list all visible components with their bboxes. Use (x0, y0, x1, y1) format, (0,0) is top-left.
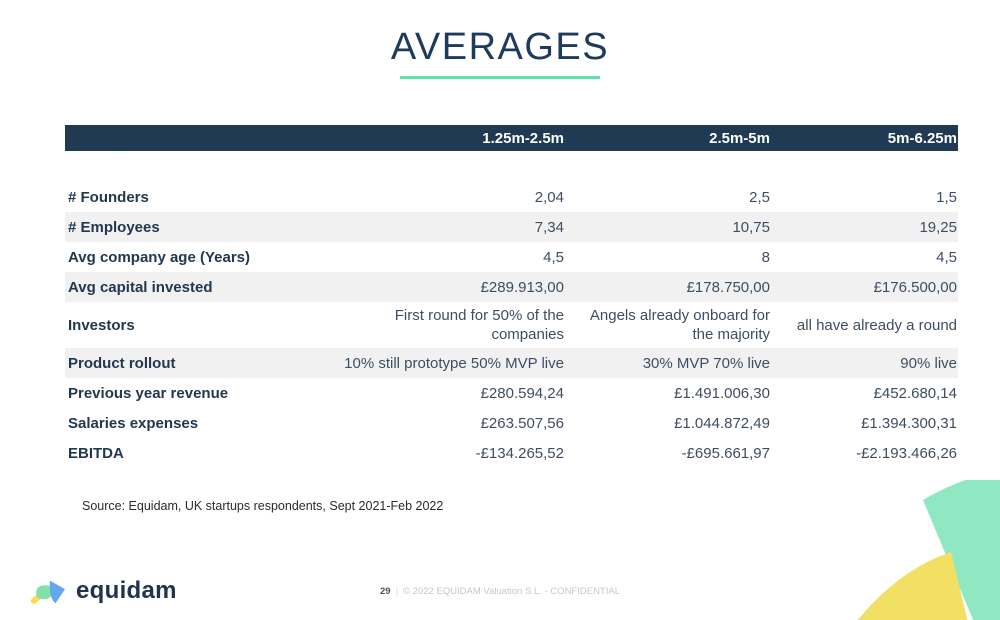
row-value: 4,5 (936, 248, 957, 266)
table-row (65, 348, 958, 378)
row-label: # Founders (68, 188, 149, 206)
title-underline (400, 76, 600, 79)
row-value: First round for 50% of the companies (394, 307, 564, 343)
row-value: 90% live (900, 354, 957, 372)
decorative-wedges (800, 480, 1000, 620)
row-label: EBITDA (68, 444, 124, 462)
row-value: £1.394.300,31 (861, 414, 957, 432)
row-value: 2,5 (749, 188, 770, 206)
row-label: Previous year revenue (68, 384, 229, 402)
table-header-col-3: 5m-6.25m (887, 130, 957, 147)
row-label: Product rollout (68, 354, 176, 372)
row-value: 4,5 (543, 248, 564, 266)
footer-info (0, 586, 1000, 597)
page-title: AVERAGES (390, 26, 610, 68)
averages-table (65, 125, 958, 468)
row-value: £178.750,00 (686, 278, 770, 296)
row-value: £176.500,00 (873, 278, 957, 296)
table-row (65, 302, 958, 348)
source-note: Source: Equidam, UK startups respondents, Sept 2021-Feb 2022 (82, 499, 444, 513)
row-value: 30% MVP 70% live (642, 354, 770, 372)
table-header-label: Raising between (68, 130, 187, 147)
row-value: -£2.193.466,26 (856, 444, 957, 462)
row-value: 2,04 (534, 188, 564, 206)
row-value: 7,34 (534, 218, 564, 236)
row-value: -£695.661,97 (681, 444, 770, 462)
table-row (65, 438, 958, 468)
table-row (65, 242, 958, 272)
row-label: Avg capital invested (68, 278, 213, 296)
table-row (65, 212, 958, 242)
row-label: Investors (68, 316, 135, 334)
equidam-logo-text: equidam (76, 577, 177, 604)
row-value: 19,25 (919, 218, 957, 236)
table-header-col-2: 2.5m-5m (709, 130, 770, 147)
row-value: £1.491.006,30 (674, 384, 770, 402)
table-header-col-1: 1.25m-2.5m (482, 130, 564, 147)
row-value: 8 (761, 248, 770, 266)
row-value: 1,5 (936, 188, 957, 206)
row-value: Angels already onboard for the majority (589, 307, 770, 343)
table-row (65, 272, 958, 302)
page-number: 29 (380, 586, 391, 597)
row-value: £263.507,56 (480, 414, 564, 432)
table-row (65, 378, 958, 408)
row-value: £289.913,00 (480, 278, 564, 296)
table-body (65, 182, 958, 468)
row-value: 10% still prototype 50% MVP live (344, 354, 564, 372)
row-value: 10,75 (732, 218, 770, 236)
row-label: Avg company age (Years) (68, 248, 251, 266)
title-block (0, 26, 1000, 79)
footer-separator: | (395, 586, 399, 597)
row-value: £280.594,24 (480, 384, 564, 402)
row-value: -£134.265,52 (475, 444, 564, 462)
row-label: # Employees (68, 218, 160, 236)
table-row (65, 408, 958, 438)
row-value: £1.044.872,49 (674, 414, 770, 432)
table-header-row (65, 125, 958, 151)
row-value: all have already a round (796, 316, 957, 334)
row-label: Salaries expenses (68, 414, 199, 432)
table-row (65, 182, 958, 212)
copyright-text: © 2022 EQUIDAM Valuation S.L. - CONFIDENTIAL (403, 586, 620, 597)
green-wedge-shape (923, 480, 1000, 620)
row-value: £452.680,14 (873, 384, 957, 402)
